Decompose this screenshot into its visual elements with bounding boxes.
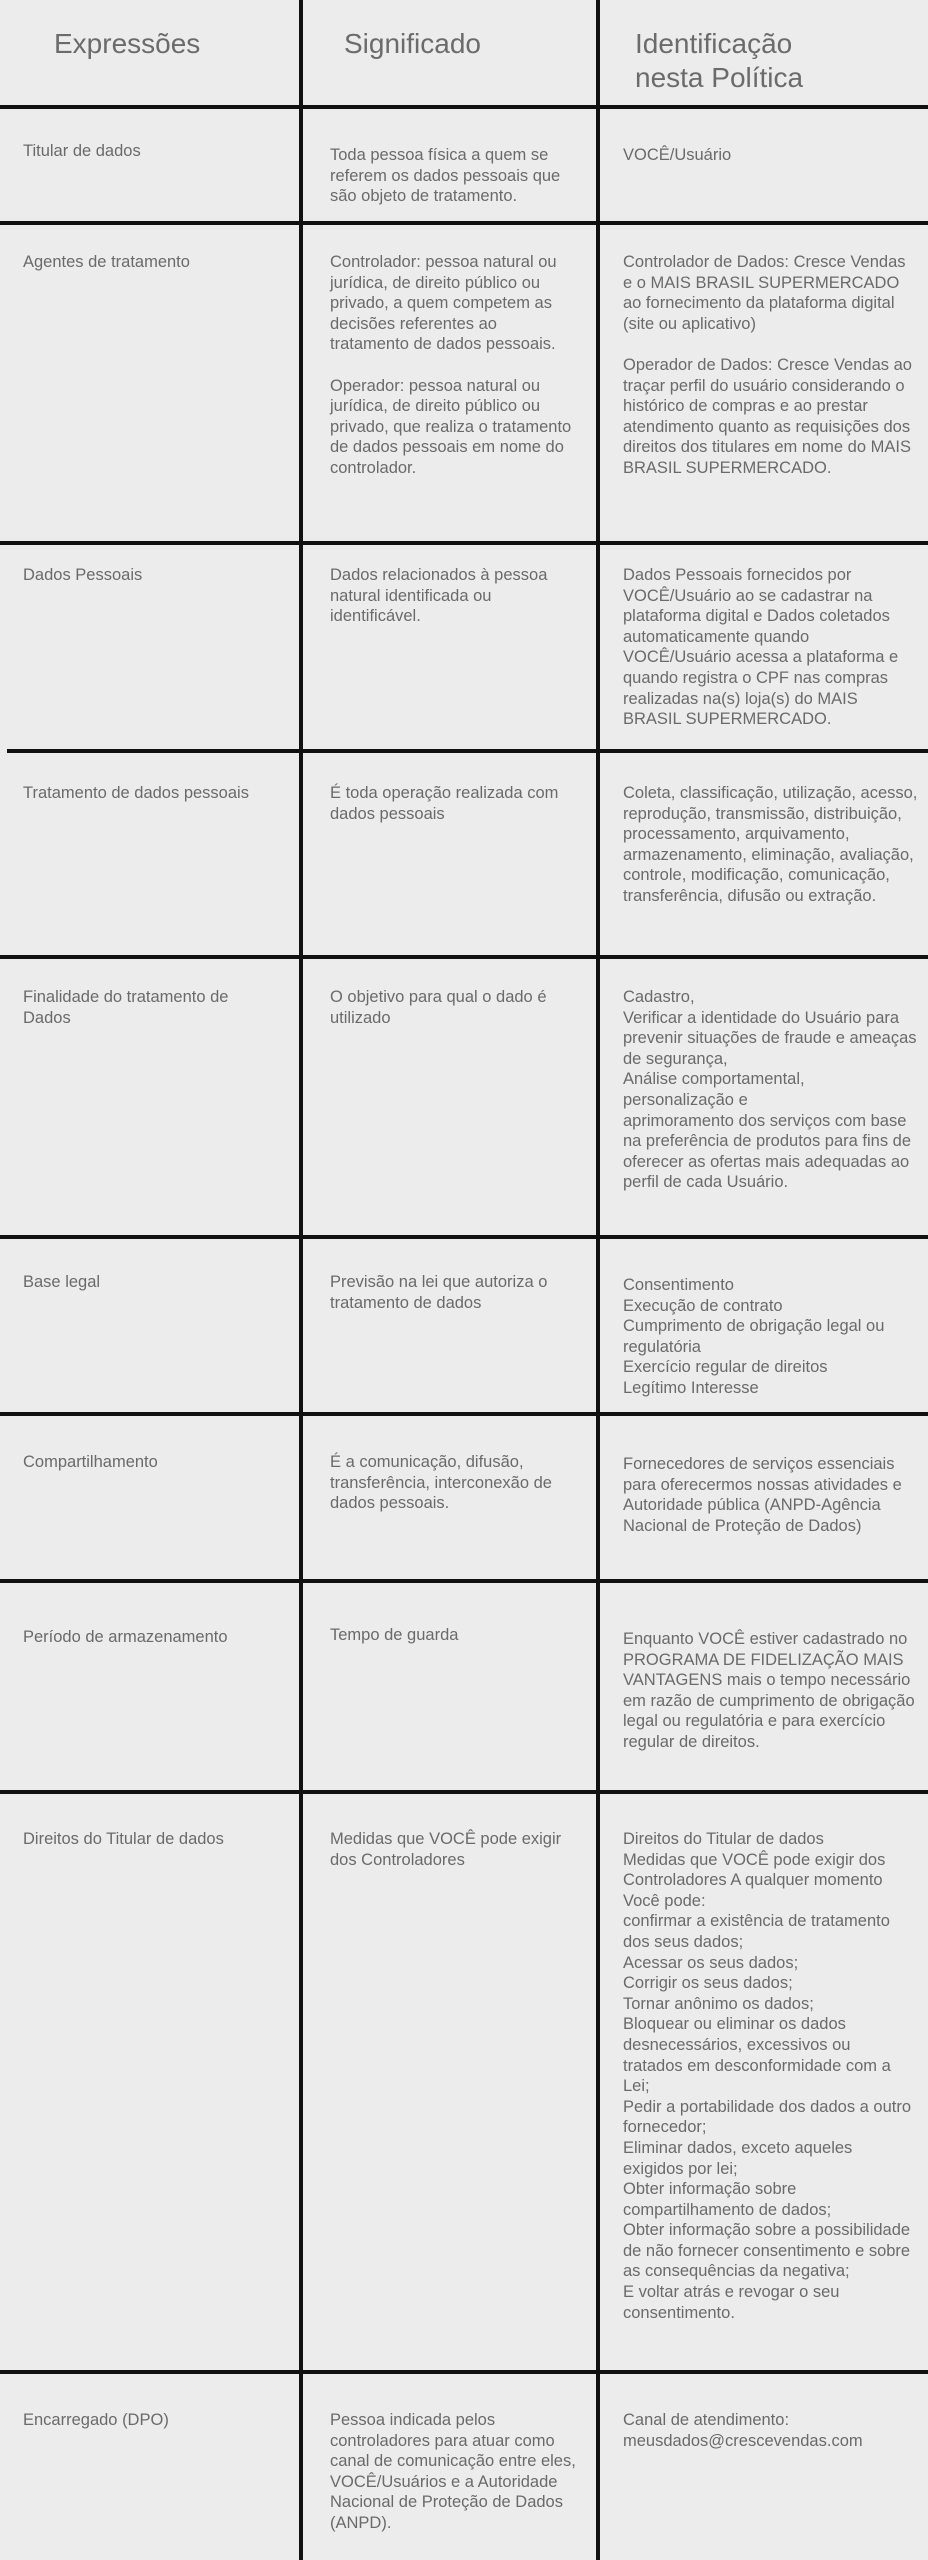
meaning-cell: Tempo de guarda <box>330 1626 459 1644</box>
row-divider <box>0 1235 928 1239</box>
meaning-cell: Previsão na lei que autoriza o tratamento de dados <box>330 1273 548 1312</box>
column-divider <box>596 0 600 2560</box>
identification-cell: Dados Pessoais fornecidos por VOCÊ/Usuário ao se cadastrar na plataforma digital e Dados coletados automaticamente quando VOCÊ/Usuário acessa a plataforma e quando registra o CPF nas compras realizadas na(s) loja(s) do MAIS BRASIL SUPERMERCADO. <box>623 566 899 729</box>
meaning-cell: Medidas que VOCÊ pode exigir dos Controladores <box>330 1830 562 1869</box>
identification-cell: Fornecedores de serviços essenciais para oferecermos nossas atividades e Autoridade pública (ANPD-Agência Nacional de Proteção de Dados) <box>623 1455 902 1535</box>
meaning-cell: Toda pessoa física a quem se referem os dados pessoais que são objeto de tratamento. <box>330 146 561 206</box>
meaning-cell: É toda operação realizada com dados pessoais <box>330 784 559 823</box>
row-divider <box>0 221 928 225</box>
meaning-cell: Pessoa indicada pelos controladores para atuar como canal de comunicação entre eles, VOCÊ/Usuários e a Autoridade Nacional de Proteção de Dados (ANPD). <box>330 2411 576 2532</box>
identification-cell: Enquanto VOCÊ estiver cadastrado no PROGRAMA DE FIDELIZAÇÃO MAIS VANTAGENS mais o tempo necessário em razão de cumprimento de obrigação legal ou regulatória e para exercício regular de direitos. <box>623 1630 915 1751</box>
row-divider <box>0 105 928 109</box>
term-cell: Agentes de tratamento <box>23 253 190 271</box>
header-expressoes: Expressões <box>54 28 201 59</box>
term-cell: Titular de dados <box>23 142 141 160</box>
term-cell: Finalidade do tratamento de Dados <box>23 988 229 1027</box>
dpo-contact-cell: Canal de atendimento: meusdados@crescevendas.com <box>623 2411 863 2450</box>
meaning-cell: Controlador: pessoa natural ou jurídica, de direito público ou privado, a quem competem as decisões referentes ao tratamento de dados pessoais. Operador: pessoa natural ou jurídica, de direito público ou privado, que realiza o tratamento de dados pessoais em nome do controlador. <box>330 253 572 477</box>
row-divider <box>0 1579 928 1583</box>
row-divider <box>0 1790 928 1794</box>
column-divider <box>299 0 303 2560</box>
meaning-cell: É a comunicação, difusão, transferência, interconexão de dados pessoais. <box>330 1453 552 1513</box>
row-divider <box>0 955 928 959</box>
term-cell: Tratamento de dados pessoais <box>23 784 249 802</box>
row-divider <box>0 541 928 545</box>
term-cell: Encarregado (DPO) <box>23 2411 169 2429</box>
term-cell: Período de armazenamento <box>23 1628 228 1646</box>
identification-cell: Controlador de Dados: Cresce Vendas e o MAIS BRASIL SUPERMERCADO ao fornecimento da plataforma digital (site ou aplicativo) Operador de Dados: Cresce Vendas ao traçar perfil do usuário considerando o histórico de compras e ao prestar atendimento quanto as requisições dos direitos dos titulares em nome do MAIS BRASIL SUPERMERCADO. <box>623 253 912 477</box>
term-cell: Base legal <box>23 1273 101 1291</box>
row-divider <box>0 1412 928 1416</box>
identification-cell: Cadastro, Verificar a identidade do Usuário para prevenir situações de fraude e ameaças de segurança, Análise comportamental, personalização e aprimoramento dos serviços com base na preferência de produtos para fins de oferecer as ofertas mais adequadas ao perfil de cada Usuário. <box>623 988 917 1192</box>
row-divider <box>7 749 928 753</box>
identification-cell: Consentimento Execução de contrato Cumprimento de obrigação legal ou regulatória Exercício regular de direitos Legítimo Interesse <box>623 1276 885 1397</box>
term-cell: Compartilhamento <box>23 1453 158 1471</box>
row-divider <box>0 2370 928 2374</box>
identification-cell: VOCÊ/Usuário <box>623 146 732 164</box>
meaning-cell: O objetivo para qual o dado é utilizado <box>330 988 547 1027</box>
meaning-cell: Dados relacionados à pessoa natural identificada ou identificável. <box>330 566 548 626</box>
identification-cell: Coleta, classificação, utilização, acesso, reprodução, transmissão, distribuição, processamento, arquivamento, armazenamento, eliminação, avaliação, controle, modificação, comunicação, transferência, difusão ou extração. <box>623 784 918 905</box>
header-significado: Significado <box>344 28 481 59</box>
term-cell: Direitos do Titular de dados <box>23 1830 224 1848</box>
term-cell: Dados Pessoais <box>23 566 143 584</box>
header-identificacao: Identificação nesta Política <box>635 28 804 93</box>
identification-cell: Direitos do Titular de dados Medidas que VOCÊ pode exigir dos Controladores A qualquer momento Você pode: confirmar a existência de tratamento dos seus dados; Acessar os seus dados; Corrigir os seus dados; Tornar anônimo os dados; Bloquear ou eliminar os dados desnecessários, excessivos ou tratados em desconformidade com a Lei; Pedir a portabilidade dos dados a outro fornecedor; Eliminar dados, exceto aqueles exigidos por lei; Obter informação sobre compartilhamento de dados; Obter informação sobre a possibilidade de não fornecer consentimento e sobre as consequências da negativa; E voltar atrás e revogar o seu consentimento. <box>623 1830 912 2322</box>
